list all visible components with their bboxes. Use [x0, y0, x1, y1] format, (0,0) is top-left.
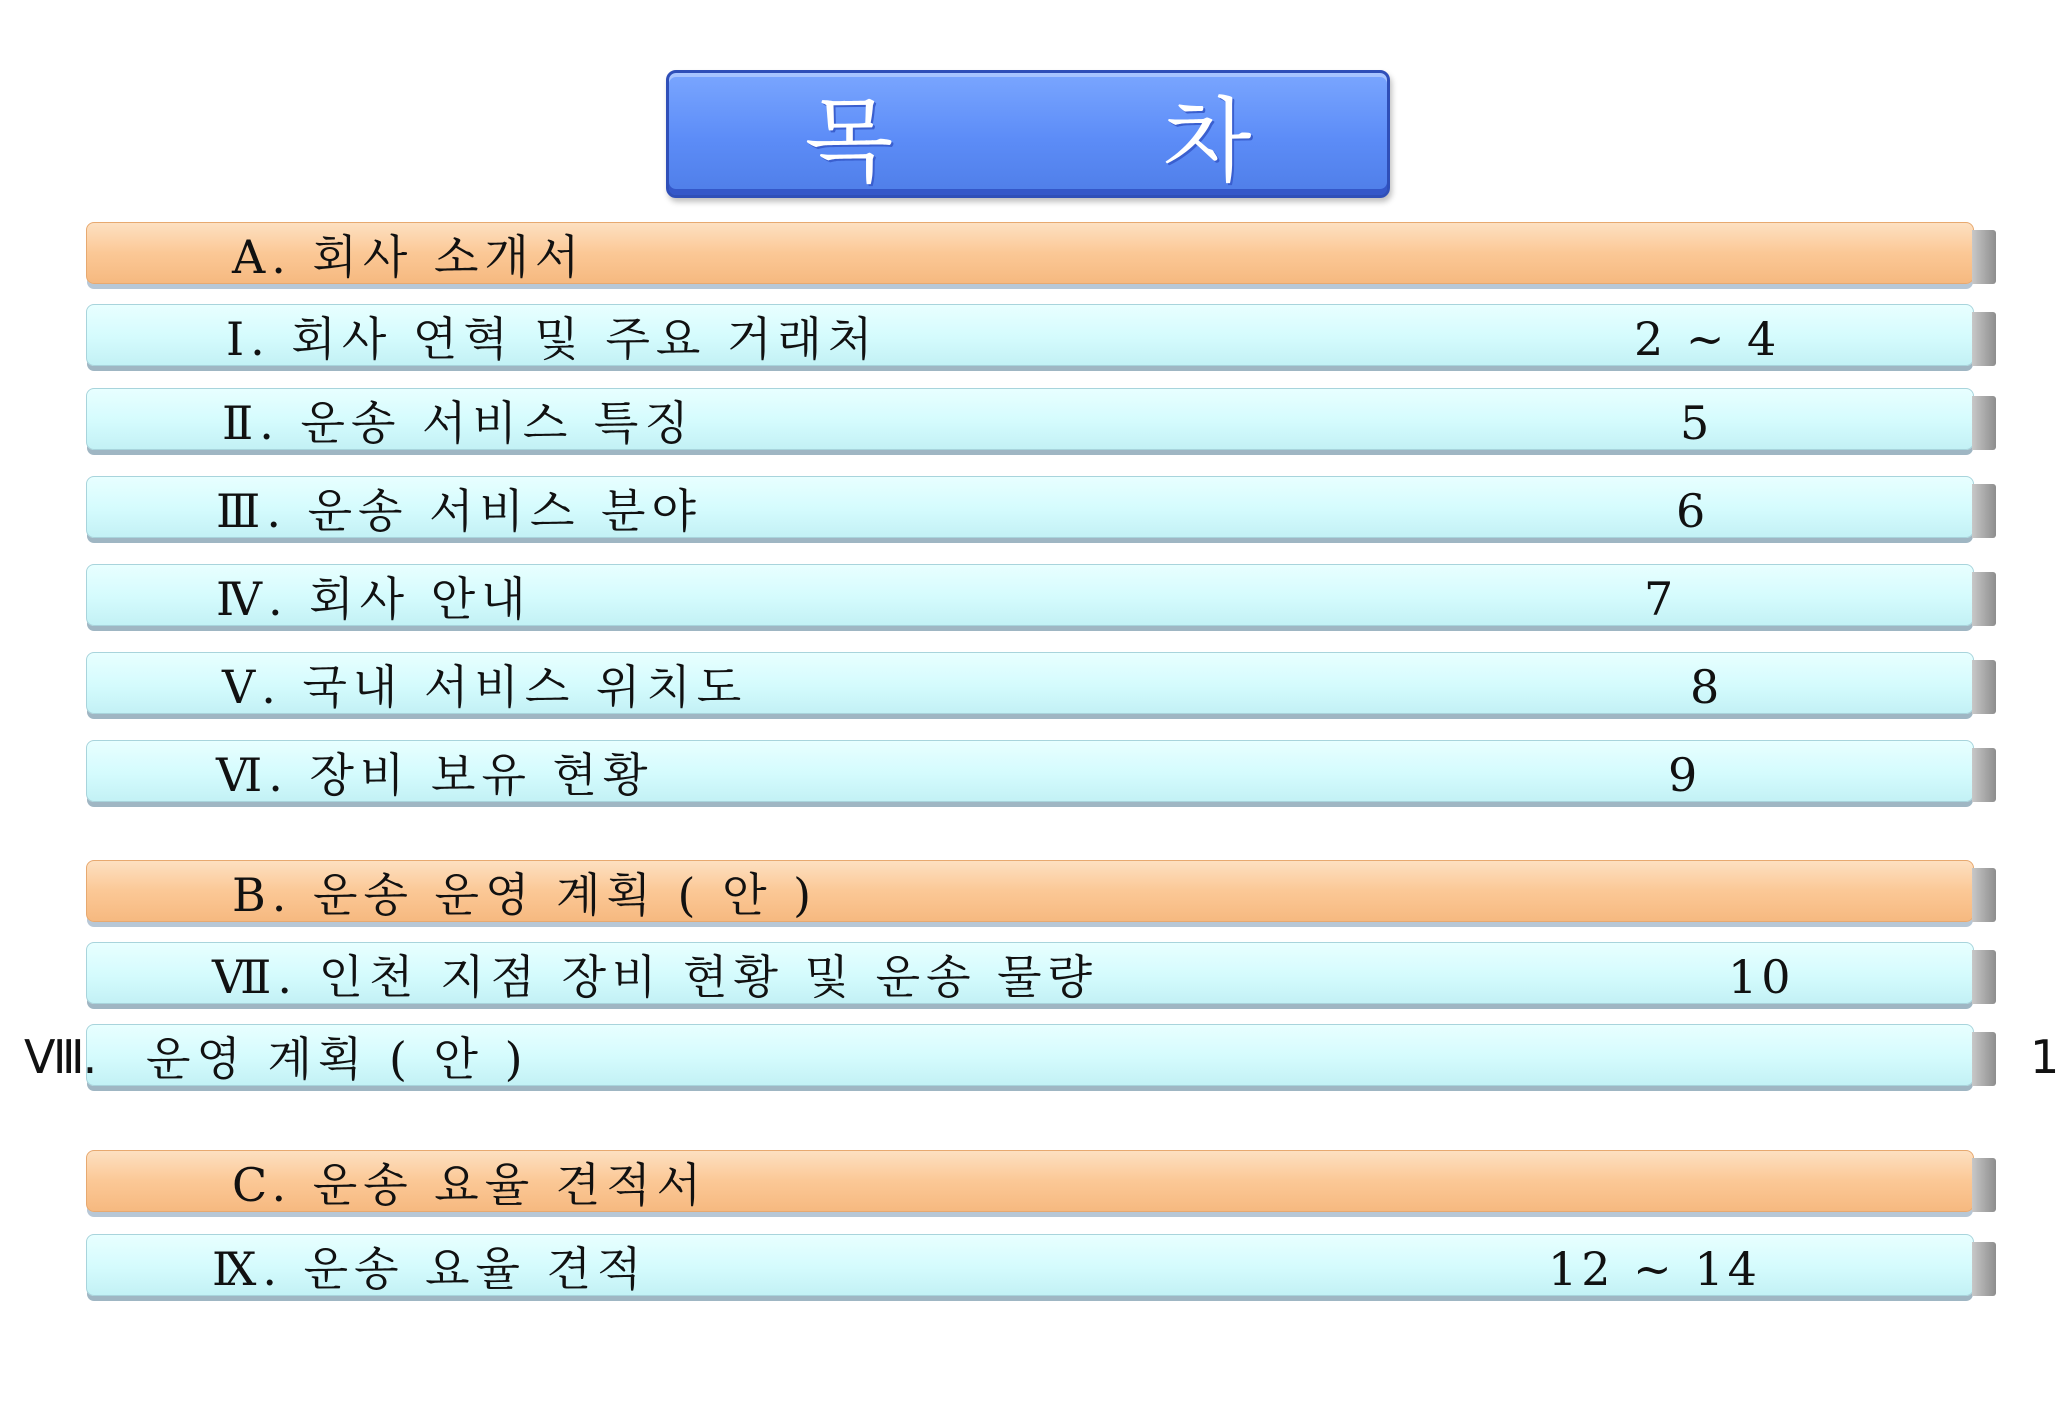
toc-row-7[interactable] [86, 942, 1996, 1012]
toc-title: 목 차 [804, 88, 1372, 195]
toc-label-5: Ⅴ. 국내 서비스 위치도 [222, 660, 748, 714]
section-c-label: C. 운송 요율 견적서 [232, 1158, 708, 1212]
toc-label-9: Ⅸ. 운송 요율 견적 [212, 1242, 648, 1296]
toc-label-3: Ⅲ. 운송 서비스 분야 [216, 484, 702, 538]
toc-label-2: Ⅱ. 운송 서비스 특징 [222, 396, 695, 450]
toc-page-3: 6 [1676, 484, 1710, 538]
toc-label-4: Ⅳ. 회사 안내 [216, 572, 532, 626]
toc-label-1: Ⅰ. 회사 연혁 및 주요 거래처 [226, 312, 879, 366]
toc-row-9[interactable] [86, 1234, 1996, 1304]
toc-page-7: 10 [1728, 950, 1795, 1004]
toc-title-box [666, 70, 1390, 198]
toc-page-9: 12 ~ 14 [1548, 1242, 1761, 1296]
toc-row-1[interactable] [86, 304, 1996, 374]
toc-row-6[interactable] [86, 740, 1996, 810]
toc-page-1: 2 ~ 4 [1634, 312, 1781, 366]
toc-label-6: Ⅵ. 장비 보유 현황 [216, 748, 654, 802]
toc-numeral-8: Ⅷ. [24, 1030, 96, 1084]
toc-row-8[interactable] [86, 1024, 1996, 1094]
section-b-label: B. 운송 운영 계획 ( 안 ) [232, 868, 818, 922]
toc-label-7: Ⅶ. 인천 지점 장비 현황 및 운송 물량 [212, 950, 1099, 1004]
toc-label-8: 운영 계획 ( 안 ) [146, 1032, 529, 1086]
toc-row-4[interactable] [86, 564, 1996, 634]
toc-row-5[interactable] [86, 652, 1996, 722]
toc-page-6: 9 [1668, 748, 1702, 802]
toc-row-3[interactable] [86, 476, 1996, 546]
section-b-row[interactable] [86, 860, 1996, 930]
section-c-row[interactable] [86, 1150, 1996, 1220]
toc-page-4: 7 [1644, 572, 1678, 626]
section-a-label: A. 회사 소개서 [232, 230, 586, 284]
toc-page-5: 8 [1690, 660, 1724, 714]
toc-page-8: 1 [2030, 1030, 2059, 1084]
section-a-row[interactable] [86, 222, 1996, 292]
toc-page-2: 5 [1680, 396, 1714, 450]
toc-row-2[interactable] [86, 388, 1996, 458]
